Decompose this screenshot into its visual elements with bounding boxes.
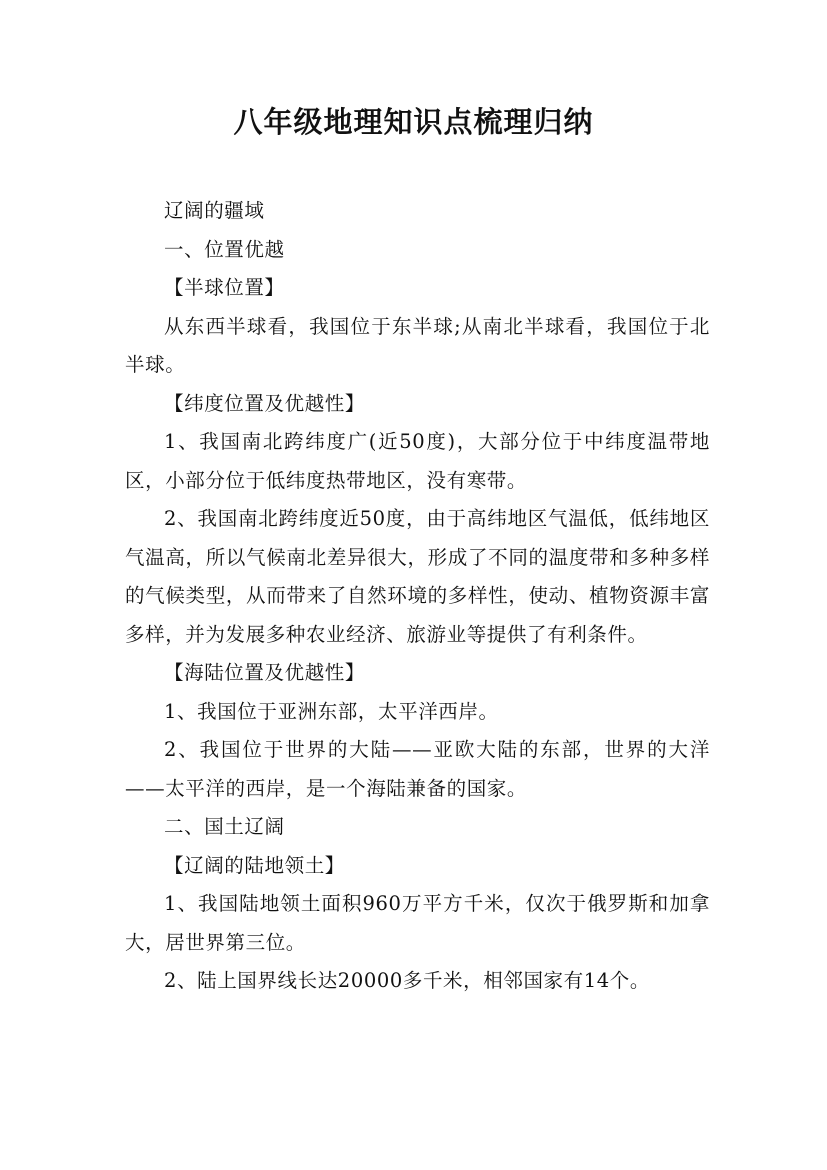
subsection-heading: 二、国土辽阔 (164, 815, 285, 838)
paragraph: 1、我国位于亚洲东部，太平洋西岸。 (164, 699, 499, 723)
document-title: 八年级地理知识点梳理归纳 (233, 105, 594, 139)
paragraph: 2、我国位于世界的大陆——亚欧大陆的东部，世界的大洋——太平洋的西岸，是一个海陆兼备的国家。 (125, 738, 710, 800)
topic-heading: 【半球位置】 (164, 276, 285, 299)
topic-heading: 【纬度位置及优越性】 (164, 391, 366, 415)
topic-heading: 【海陆位置及优越性】 (164, 661, 366, 684)
topic-heading: 【辽阔的陆地领土】 (164, 853, 345, 877)
paragraph: 2、我国南北跨纬度近50度，由于高纬地区气温低，低纬地区气温高，所以气候南北差异很大，形成了不同的温度带和多种多样的气候类型，从而带来了自然环境的多样性，使动、植物资源丰富多样，并为发展多种农业经济、旅游业等提供了有利条件。 (125, 507, 710, 646)
paragraph: 1、我国陆地领土面积960万平方千米，仅次于俄罗斯和加拿大，居世界第三位。 (125, 892, 710, 954)
paragraph: 1、我国南北跨纬度广(近50度)，大部分位于中纬度温带地区，小部分位于低纬度热带地区，没有寒带。 (125, 430, 710, 492)
paragraph: 2、陆上国界线长达20000多千米，相邻国家有14个。 (164, 969, 650, 992)
section-heading: 辽阔的疆域 (164, 199, 265, 222)
document-body (125, 192, 710, 1001)
paragraph: 从东西半球看，我国位于东半球;从南北半球看，我国位于北半球。 (125, 314, 710, 376)
subsection-heading: 一、位置优越 (164, 237, 285, 261)
